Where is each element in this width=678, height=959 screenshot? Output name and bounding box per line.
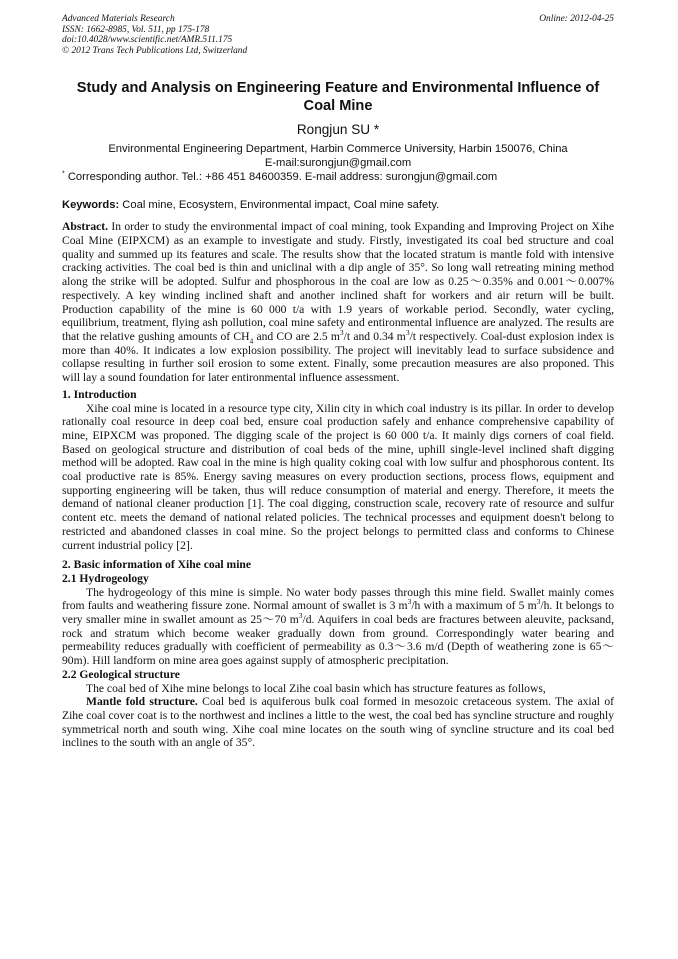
abstract	[62, 220, 614, 384]
mantle-fold-label: Mantle fold structure.	[86, 695, 198, 709]
cubic-superscript: 3	[536, 597, 541, 607]
cubic-superscript: 3	[298, 611, 303, 621]
cubic-superscript: 3	[339, 328, 344, 338]
online-date: Online: 2012-04-25	[539, 14, 614, 24]
keywords	[62, 198, 614, 212]
hydro-text-4: /d. Aquifers in coal beds are fractures between aleuvite, packsand, rock and stratum which become weaker gradually down from ground. Correspondingly water bearing and permeability reduces gradually with coefficient of permeability as 0.3～3.6 m/d (Depth of weathering zone is 65～90m). Hill landform on mine area goes against supply of atmospheric precipitation.	[62, 613, 614, 668]
issn-line: ISSN: 1662-8985, Vol. 511, pp 175-178	[62, 24, 210, 35]
author-name: Rongjun SU *	[296, 122, 380, 138]
doi-line: doi:10.4028/www.scientific.net/AMR.511.175	[62, 35, 233, 46]
keywords-text: Coal mine, Ecosystem, Environmental impact, Coal mine safety.	[119, 199, 440, 212]
hydro-text-3: /h. It belongs to very smaller mine in swallet amount as 25～70 m	[62, 599, 615, 627]
abstract-text-1: In order to study the environmental impact of coal mining, took Expanding and Improving Project on Xihe Coal Mine (EIPXCM) as an example to investigate and study. Firstly, investigated its coal bed structure and coal quality and summed up its features and scale. The results show that the located stratum is mantle fold with intensive cracking activities. The coal bed is thin and uniclinal with a dip angle of 35°. So long wall retreating mining method along the strike will be adopted. Sulfur and phosphorous in the coal are low as 0.25～0.35% and 0.001～0.007% respectively. A key winding inclined shaft and another inclined shaft for workers and air return will be built. Production capability of the mine is 60 000 t/a with 1.9 years of workable period. Secondly, water cycling, equilibrium, treatment, flying ash pollution, coal mine safety and entironmental influence are analyzed. The results are that the relative gushing amounts of CH	[62, 220, 614, 343]
subsection-heading-geological-structure: 2.2 Geological structure	[62, 667, 180, 681]
subsection-heading-hydrogeology: 2.1 Hydrogeology	[62, 571, 149, 585]
abstract-text-2: and CO are 2.5 m	[253, 330, 340, 343]
geological-paragraph-1: The coal bed of Xihe mine belongs to local Zihe coal basin which has structure features as follows,	[86, 681, 546, 695]
keywords-label: Keywords:	[62, 199, 120, 212]
section-heading-basic-info: 2. Basic information of Xihe coal mine	[62, 558, 252, 572]
cubic-superscript: 3	[407, 597, 412, 607]
ch4-subscript: 4	[249, 336, 254, 346]
section-heading-introduction: 1. Introduction	[62, 387, 137, 401]
geological-paragraph-2	[62, 695, 614, 750]
abstract-text-4: /t respectively. Coal-dust explosion index is more than 40%. It indicates a low explosion possibility. The project will inevitably lead to surface subsidence and collapse resulting in further soil erosion to some extent. Finally, some precaution measures are also proponed. This will lay a sound foundation for later entironmental influence assessment.	[62, 330, 614, 385]
corresponding-text: Corresponding author. Tel.: +86 451 84600359. E-mail address: surongjun@gmail.com	[64, 171, 498, 184]
hydro-text-2: /h with a maximum of 5 m	[411, 599, 537, 613]
mantle-fold-text: Coal bed is aquiferous bulk coal formed in mesozoic cretaceous system. The axial of Zihe coal cover coat is to the northwest and inclines a little to the west, the coal bed has syncline structure and roughly symmetrical north and south wing. Xihe coal mine locates on the south wing of syncline structure and its coal bed inclines to the south with an angle of 35°.	[62, 695, 614, 750]
author-email: E-mail:surongjun@gmail.com	[264, 157, 412, 170]
journal-name: Advanced Materials Research	[62, 14, 175, 24]
hydrogeology-paragraph	[62, 586, 614, 668]
introduction-paragraph: Xihe coal mine is located in a resource type city, Xilin city in which coal industry is its pillar. In order to develop rationally coal resource in deep coal bed, ensure coal production safely and enhance comprehensive capability of mine, EIPXCM was proponed. The digging scale of the project is 60 000 t/a. It mainly digs corners of coal field. Based on geological structure and distribution of coal beds of the mine, uphill single-level inclined shaft digging method will be adopted. Raw coal in the mine is high quality coking coal with low sulfur and phosphorous content. Its coal productive rate is 85%. Energy saving measures on every production sections, process flows, equipment and supporting engineering will be taken, thus will reduce consumption of material and energy. Therefore, it meets the demand of national cleaner production [1]. The coal digging, construction scale, recovery rate of resource and sulfur content etc. meets the demand of national related policies. The technical processes and equipment doesn't belong to restricted and abandoned classes in coal mine. So the project belongs to permitted class and conforms to Chinese current industrial policy [2].	[62, 401, 614, 552]
cubic-superscript: 3	[405, 328, 410, 338]
paper-title: Study and Analysis on Engineering Feature and Environmental Influence of Coal Mine	[76, 80, 600, 115]
paper-page	[62, 14, 614, 750]
abstract-text-3: /t and 0.34 m	[343, 330, 406, 343]
abstract-label: Abstract.	[62, 220, 109, 234]
asterisk-mark: *	[62, 170, 65, 178]
journal-header	[62, 14, 614, 56]
copyright-line: © 2012 Trans Tech Publications Ltd, Switzerland	[62, 45, 248, 56]
hydro-text-1: The hydrogeology of this mine is simple. No water body passes through this mine field. Swallet mainly comes from faults and weathering fissure zone. Normal amount of swallet is 3 m	[62, 585, 614, 613]
corresponding-author-note	[62, 170, 614, 184]
affiliation: Environmental Engineering Department, Harbin Commerce University, Harbin 150076, China	[108, 143, 568, 156]
